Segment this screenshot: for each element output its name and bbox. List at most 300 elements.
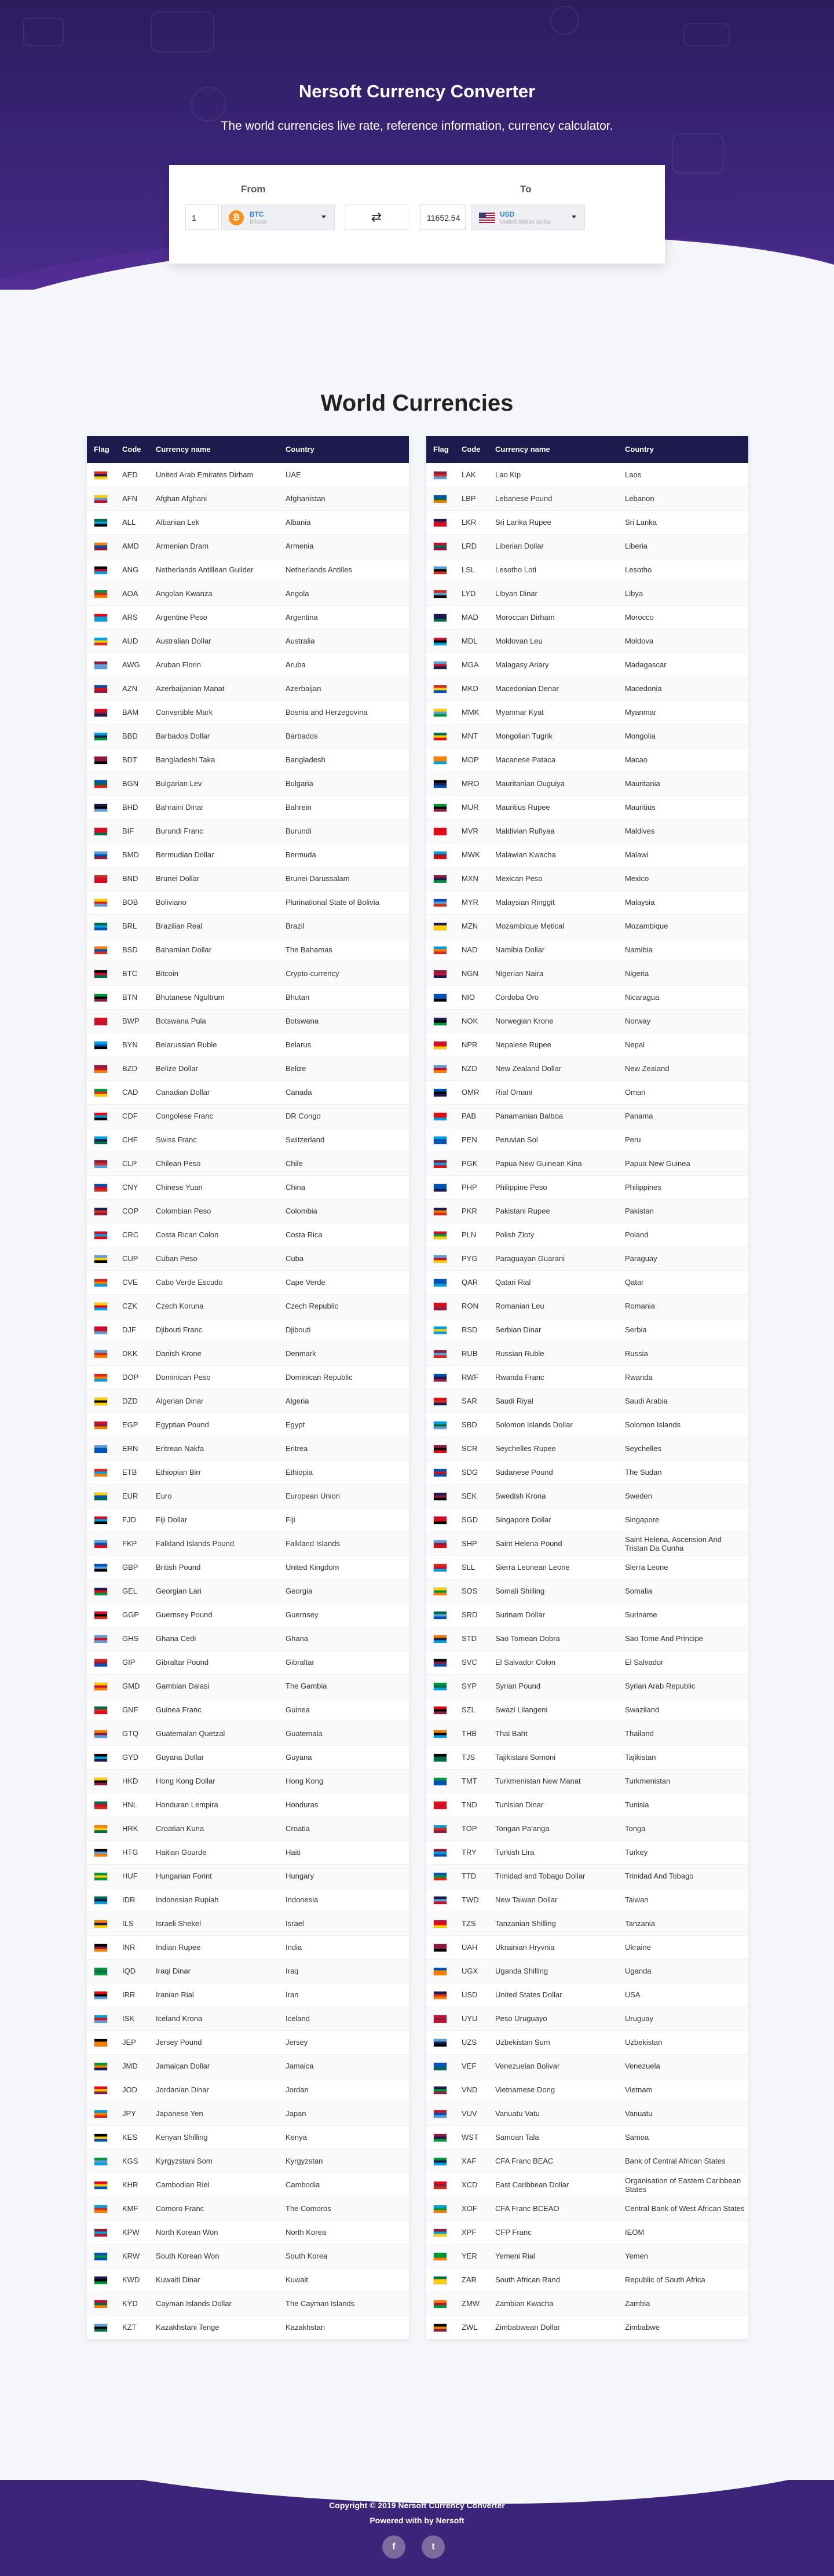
flag-icon bbox=[94, 1088, 108, 1097]
currency-code: ERN bbox=[119, 1437, 152, 1460]
currency-name: Trinidad and Tobago Dollar bbox=[492, 1864, 621, 1888]
currency-country: Venezuela bbox=[621, 2054, 748, 2078]
flag-cell bbox=[426, 1009, 458, 1033]
currency-name: Bitcoin bbox=[152, 962, 282, 985]
table-row bbox=[426, 890, 748, 914]
table-row bbox=[426, 1199, 748, 1223]
table-row bbox=[87, 1579, 409, 1603]
currency-code: NZD bbox=[458, 1057, 492, 1080]
currency-name: Iraqi Dinar bbox=[152, 1959, 282, 1983]
currency-name: Albanian Lek bbox=[152, 510, 282, 534]
currency-name: Botswana Pula bbox=[152, 1009, 282, 1033]
from-currency-select[interactable] bbox=[221, 204, 335, 230]
flag-cell bbox=[426, 819, 458, 843]
currency-code: JMD bbox=[119, 2054, 152, 2078]
currency-code: CAD bbox=[119, 1080, 152, 1104]
currency-code: USD bbox=[458, 1983, 492, 2007]
table-row bbox=[426, 1175, 748, 1199]
flag-cell bbox=[426, 2125, 458, 2149]
flag-icon bbox=[94, 566, 108, 575]
currency-country: Haiti bbox=[282, 1840, 409, 1864]
table-row bbox=[426, 487, 748, 510]
flag-cell bbox=[87, 1579, 119, 1603]
flag-cell bbox=[426, 1247, 458, 1270]
currency-code: RUB bbox=[458, 1342, 492, 1365]
flag-icon bbox=[433, 2205, 447, 2213]
swap-button[interactable] bbox=[345, 204, 408, 230]
currency-country: Paraguay bbox=[621, 1247, 748, 1270]
table-row bbox=[87, 1983, 409, 2007]
table-row bbox=[426, 1365, 748, 1389]
currency-code: MYR bbox=[458, 890, 492, 914]
flag-cell bbox=[87, 1413, 119, 1437]
currency-name: Swazi Lilangeni bbox=[492, 1698, 621, 1722]
currency-code: LYD bbox=[458, 582, 492, 605]
header-currency-name: Currency name bbox=[492, 436, 621, 463]
currency-name: Kazakhstani Tenge bbox=[152, 2315, 282, 2339]
currency-code: GMD bbox=[119, 1674, 152, 1698]
currency-name: Vanuatu Vatu bbox=[492, 2102, 621, 2125]
flag-icon bbox=[433, 1540, 447, 1548]
table-row bbox=[426, 2315, 748, 2339]
table-row bbox=[426, 1223, 748, 1247]
table-row bbox=[87, 2315, 409, 2339]
flag-icon bbox=[433, 1088, 447, 1097]
currency-name: Lebanese Pound bbox=[492, 487, 621, 510]
currency-name: Guernsey Pound bbox=[152, 1603, 282, 1627]
currency-country: Falkland Islands bbox=[282, 1532, 409, 1555]
flag-icon bbox=[433, 1112, 447, 1121]
currency-code: KPW bbox=[119, 2220, 152, 2244]
currency-name: Tanzanian Shilling bbox=[492, 1912, 621, 1935]
table-row bbox=[87, 2007, 409, 2030]
flag-cell bbox=[87, 1698, 119, 1722]
flag-cell bbox=[87, 1199, 119, 1223]
flag-cell bbox=[87, 1318, 119, 1342]
table-row bbox=[426, 2197, 748, 2220]
flag-icon bbox=[94, 922, 108, 931]
flag-icon bbox=[433, 1065, 447, 1073]
flag-cell bbox=[87, 487, 119, 510]
page-subtitle: The world currencies live rate, reference information, currency calculator. bbox=[221, 119, 613, 133]
flag-cell bbox=[426, 1627, 458, 1650]
currency-code: BRL bbox=[119, 914, 152, 938]
flag-cell bbox=[426, 1294, 458, 1318]
flag-icon bbox=[433, 1516, 447, 1525]
header-country: Country bbox=[282, 436, 409, 463]
footer bbox=[0, 2480, 834, 2576]
flag-icon bbox=[94, 1136, 108, 1145]
table-row bbox=[87, 2078, 409, 2102]
currency-country: UAE bbox=[282, 463, 409, 487]
currency-country: Cape Verde bbox=[282, 1270, 409, 1294]
flag-icon bbox=[94, 1231, 108, 1240]
table-row bbox=[426, 2054, 748, 2078]
currency-code: PHP bbox=[458, 1175, 492, 1199]
currency-code: TJS bbox=[458, 1745, 492, 1769]
flag-cell bbox=[87, 2007, 119, 2030]
flag-icon bbox=[433, 1231, 447, 1240]
table-row bbox=[426, 1983, 748, 2007]
flag-icon bbox=[94, 2086, 108, 2095]
currency-name: Russian Ruble bbox=[492, 1342, 621, 1365]
currency-country: Seychelles bbox=[621, 1437, 748, 1460]
currency-name: Polish Zloty bbox=[492, 1223, 621, 1247]
currency-code: IQD bbox=[119, 1959, 152, 1983]
currency-name: United Arab Emirates Dirham bbox=[152, 463, 282, 487]
currency-code: ETB bbox=[119, 1460, 152, 1484]
flag-cell bbox=[87, 1057, 119, 1080]
flag-icon bbox=[94, 1421, 108, 1430]
currency-country: Organisation of Eastern Caribbean States bbox=[621, 2173, 748, 2197]
table-row bbox=[426, 1722, 748, 1745]
bitcoin-icon: ₿ bbox=[229, 210, 244, 225]
flag-cell bbox=[426, 1152, 458, 1175]
currency-name: Uzbekistan Sum bbox=[492, 2030, 621, 2054]
flag-icon bbox=[433, 2252, 447, 2261]
table-row bbox=[426, 819, 748, 843]
currency-name: New Zealand Dollar bbox=[492, 1057, 621, 1080]
flag-icon bbox=[94, 1563, 108, 1572]
flag-icon bbox=[433, 1872, 447, 1881]
currency-country: Belize bbox=[282, 1057, 409, 1080]
currency-code: RON bbox=[458, 1294, 492, 1318]
currency-name: Honduran Lempira bbox=[152, 1793, 282, 1817]
flag-cell bbox=[87, 1769, 119, 1793]
currency-name: Macedonian Denar bbox=[492, 677, 621, 700]
table-row bbox=[426, 1128, 748, 1152]
table-row bbox=[87, 1413, 409, 1437]
flag-icon bbox=[433, 1920, 447, 1928]
currency-code: ZAR bbox=[458, 2268, 492, 2292]
table-header-row bbox=[87, 436, 409, 463]
currency-code: VND bbox=[458, 2078, 492, 2102]
currency-code: LSL bbox=[458, 558, 492, 582]
currency-name: Solomon Islands Dollar bbox=[492, 1413, 621, 1437]
currency-code: GIP bbox=[119, 1650, 152, 1674]
table-row bbox=[426, 1603, 748, 1627]
table-row bbox=[426, 582, 748, 605]
flag-cell bbox=[426, 1437, 458, 1460]
currency-name: CFA Franc BCEAO bbox=[492, 2197, 621, 2220]
currency-code: BTC bbox=[119, 962, 152, 985]
currency-name: Syrian Pound bbox=[492, 1674, 621, 1698]
table-row bbox=[426, 1817, 748, 1840]
flag-icon bbox=[94, 661, 108, 670]
table-row bbox=[426, 914, 748, 938]
flag-icon bbox=[433, 1991, 447, 2000]
currency-code: HTG bbox=[119, 1840, 152, 1864]
currency-code: XOF bbox=[458, 2197, 492, 2220]
table-row bbox=[426, 677, 748, 700]
flag-cell bbox=[87, 1342, 119, 1365]
table-row bbox=[426, 867, 748, 890]
currency-country: Ghana bbox=[282, 1627, 409, 1650]
flag-cell bbox=[426, 1104, 458, 1128]
table-row bbox=[87, 534, 409, 558]
flag-icon bbox=[94, 1682, 108, 1691]
flag-cell bbox=[426, 2220, 458, 2244]
table-row bbox=[87, 1769, 409, 1793]
currency-name: Mexican Peso bbox=[492, 867, 621, 890]
currency-code: VEF bbox=[458, 2054, 492, 2078]
flag-icon bbox=[94, 1540, 108, 1548]
flag-cell bbox=[426, 2197, 458, 2220]
flag-icon bbox=[94, 898, 108, 907]
flag-icon bbox=[94, 2038, 108, 2047]
to-currency-select[interactable] bbox=[471, 204, 585, 230]
currency-name: South African Rand bbox=[492, 2268, 621, 2292]
flag-icon bbox=[94, 1777, 108, 1786]
currency-code: KWD bbox=[119, 2268, 152, 2292]
table-row bbox=[87, 2220, 409, 2244]
currency-name: Convertible Mark bbox=[152, 700, 282, 724]
currency-name: Angolan Kwanza bbox=[152, 582, 282, 605]
flag-cell bbox=[426, 1413, 458, 1437]
currency-code: CUP bbox=[119, 1247, 152, 1270]
flag-icon bbox=[433, 1326, 447, 1335]
flag-icon bbox=[94, 2181, 108, 2190]
table-row bbox=[426, 1460, 748, 1484]
flag-cell bbox=[426, 724, 458, 748]
currency-name: Liberian Dollar bbox=[492, 534, 621, 558]
currency-code: KRW bbox=[119, 2244, 152, 2268]
currency-name: Ethiopian Birr bbox=[152, 1460, 282, 1484]
currency-name: Cabo Verde Escudo bbox=[152, 1270, 282, 1294]
flag-icon bbox=[433, 875, 447, 883]
wallet-decoration-right bbox=[672, 133, 724, 174]
flag-icon bbox=[94, 803, 108, 812]
currency-code: BWP bbox=[119, 1009, 152, 1033]
facebook-icon[interactable]: f bbox=[382, 2535, 405, 2559]
currency-code: HRK bbox=[119, 1817, 152, 1840]
currency-country: Botswana bbox=[282, 1009, 409, 1033]
flag-cell bbox=[426, 2244, 458, 2268]
currency-code: MRO bbox=[458, 772, 492, 795]
table-row bbox=[87, 938, 409, 962]
currency-name: Serbian Dinar bbox=[492, 1318, 621, 1342]
currency-country: Moldova bbox=[621, 629, 748, 653]
flag-icon bbox=[433, 2038, 447, 2047]
currency-code: KZT bbox=[119, 2315, 152, 2339]
currency-code: AWG bbox=[119, 653, 152, 677]
flag-cell bbox=[87, 962, 119, 985]
currency-country: Aruba bbox=[282, 653, 409, 677]
flag-cell bbox=[87, 843, 119, 867]
chevron-down-icon bbox=[321, 215, 326, 218]
flag-cell bbox=[87, 2220, 119, 2244]
currency-country: Turkey bbox=[621, 1840, 748, 1864]
currency-country: Nicaragua bbox=[621, 985, 748, 1009]
flag-icon bbox=[433, 1848, 447, 1857]
table-row bbox=[87, 1128, 409, 1152]
table-row bbox=[426, 1769, 748, 1793]
currency-name: Turkish Lira bbox=[492, 1840, 621, 1864]
table-row bbox=[426, 1555, 748, 1579]
flag-cell bbox=[87, 2125, 119, 2149]
from-amount-input[interactable]: 1 bbox=[185, 204, 219, 230]
flag-icon bbox=[94, 732, 108, 741]
flag-icon bbox=[94, 2015, 108, 2023]
currency-code: MVR bbox=[458, 819, 492, 843]
currency-country: Tajikistan bbox=[621, 1745, 748, 1769]
currency-code: CLP bbox=[119, 1152, 152, 1175]
flag-icon bbox=[433, 1160, 447, 1168]
currency-name: Seychelles Rupee bbox=[492, 1437, 621, 1460]
flag-cell bbox=[87, 867, 119, 890]
currency-name: New Taiwan Dollar bbox=[492, 1888, 621, 1912]
currency-code: CVE bbox=[119, 1270, 152, 1294]
currency-name: Ukrainian Hryvnia bbox=[492, 1935, 621, 1959]
currency-code: CDF bbox=[119, 1104, 152, 1128]
currency-country: Guatemala bbox=[282, 1722, 409, 1745]
flag-cell bbox=[87, 1223, 119, 1247]
flag-cell bbox=[426, 582, 458, 605]
currency-name: Israeli Shekel bbox=[152, 1912, 282, 1935]
currency-country: Angola bbox=[282, 582, 409, 605]
currency-country: Guyana bbox=[282, 1745, 409, 1769]
currency-name: Bangladeshi Taka bbox=[152, 748, 282, 772]
currency-country: Iraq bbox=[282, 1959, 409, 1983]
table-row bbox=[87, 1009, 409, 1033]
table-row bbox=[87, 1080, 409, 1104]
currency-country: The Bahamas bbox=[282, 938, 409, 962]
table-row bbox=[87, 1033, 409, 1057]
currency-name: East Caribbean Dollar bbox=[492, 2173, 621, 2197]
flag-icon bbox=[433, 1492, 447, 1501]
currency-country: Rwanda bbox=[621, 1365, 748, 1389]
currency-name: Malagasy Ariary bbox=[492, 653, 621, 677]
flag-cell bbox=[87, 748, 119, 772]
flag-cell bbox=[87, 2292, 119, 2315]
currency-name: Guinea Franc bbox=[152, 1698, 282, 1722]
flag-cell bbox=[426, 1223, 458, 1247]
table-row bbox=[87, 962, 409, 985]
currency-code: YER bbox=[458, 2244, 492, 2268]
flag-cell bbox=[426, 1769, 458, 1793]
currency-country: Philippines bbox=[621, 1175, 748, 1199]
flag-icon bbox=[433, 495, 447, 503]
flag-cell bbox=[426, 1532, 458, 1555]
flag-cell bbox=[87, 1294, 119, 1318]
flag-icon bbox=[433, 2015, 447, 2023]
to-currency-name: United States Dollar bbox=[500, 219, 551, 225]
currency-name: Saint Helena Pound bbox=[492, 1532, 621, 1555]
table-row bbox=[87, 843, 409, 867]
table-row bbox=[426, 1935, 748, 1959]
flag-cell bbox=[87, 1104, 119, 1128]
currency-country: Japan bbox=[282, 2102, 409, 2125]
flag-icon bbox=[94, 471, 108, 480]
flag-icon bbox=[94, 1848, 108, 1857]
currency-name: Tajikistani Somoni bbox=[492, 1745, 621, 1769]
flag-cell bbox=[87, 2197, 119, 2220]
currency-name: Bulgarian Lev bbox=[152, 772, 282, 795]
currency-code: HKD bbox=[119, 1769, 152, 1793]
flag-icon bbox=[433, 732, 447, 741]
twitter-icon[interactable]: t bbox=[422, 2535, 445, 2559]
flag-icon bbox=[94, 1373, 108, 1382]
currency-name: Gibraltar Pound bbox=[152, 1650, 282, 1674]
flag-cell bbox=[87, 653, 119, 677]
currency-code: CNY bbox=[119, 1175, 152, 1199]
currency-code: SHP bbox=[458, 1532, 492, 1555]
currency-country: Sweden bbox=[621, 1484, 748, 1508]
flag-cell bbox=[426, 463, 458, 487]
currency-country: Zimbabwe bbox=[621, 2315, 748, 2339]
converter-card bbox=[169, 165, 665, 264]
currency-code: IRR bbox=[119, 1983, 152, 2007]
table-row bbox=[87, 1793, 409, 1817]
flag-icon bbox=[433, 1468, 447, 1477]
flag-icon bbox=[94, 1801, 108, 1810]
flag-icon bbox=[94, 1825, 108, 1833]
flag-cell bbox=[426, 962, 458, 985]
flag-icon bbox=[433, 1373, 447, 1382]
flag-cell bbox=[426, 2173, 458, 2197]
flag-icon bbox=[433, 2133, 447, 2142]
currency-country: Brazil bbox=[282, 914, 409, 938]
currency-country: USA bbox=[621, 1983, 748, 2007]
section-title: World Currencies bbox=[320, 390, 514, 416]
currency-country: Eritrea bbox=[282, 1437, 409, 1460]
flag-icon bbox=[433, 1730, 447, 1738]
currency-name: Saudi Riyal bbox=[492, 1389, 621, 1413]
currency-country: The Cayman Islands bbox=[282, 2292, 409, 2315]
currency-code: GHS bbox=[119, 1627, 152, 1650]
table-row bbox=[426, 962, 748, 985]
currency-name: Jamaican Dollar bbox=[152, 2054, 282, 2078]
currency-country: Turkmenistan bbox=[621, 1769, 748, 1793]
currency-country: Mexico bbox=[621, 867, 748, 890]
to-amount-input[interactable]: 11652.54 bbox=[420, 204, 466, 230]
flag-cell bbox=[87, 1532, 119, 1555]
currency-country: Libya bbox=[621, 582, 748, 605]
table-row bbox=[87, 2125, 409, 2149]
flag-icon bbox=[94, 1991, 108, 2000]
flag-icon bbox=[94, 2205, 108, 2213]
flag-icon bbox=[94, 1160, 108, 1168]
currency-country: Jersey bbox=[282, 2030, 409, 2054]
currency-name: Sudanese Pound bbox=[492, 1460, 621, 1484]
currency-country: Switzerland bbox=[282, 1128, 409, 1152]
currency-code: TRY bbox=[458, 1840, 492, 1864]
currency-code: PAB bbox=[458, 1104, 492, 1128]
flag-icon bbox=[433, 1445, 447, 1453]
currency-country: South Korea bbox=[282, 2244, 409, 2268]
flag-cell bbox=[87, 2054, 119, 2078]
table-row bbox=[426, 1247, 748, 1270]
currency-country: Algeria bbox=[282, 1389, 409, 1413]
flag-cell bbox=[87, 1912, 119, 1935]
flag-cell bbox=[87, 724, 119, 748]
to-label: To bbox=[520, 184, 532, 195]
currency-code: MMK bbox=[458, 700, 492, 724]
currency-code: CRC bbox=[119, 1223, 152, 1247]
flag-cell bbox=[426, 1080, 458, 1104]
flag-cell bbox=[426, 1389, 458, 1413]
currency-country: Serbia bbox=[621, 1318, 748, 1342]
currency-name: United States Dollar bbox=[492, 1983, 621, 2007]
currency-country: Guinea bbox=[282, 1698, 409, 1722]
flag-icon bbox=[433, 1255, 447, 1263]
flag-icon bbox=[433, 2062, 447, 2071]
currency-name: Azerbaijanian Manat bbox=[152, 677, 282, 700]
flag-cell bbox=[87, 1460, 119, 1484]
currency-country: Taiwan bbox=[621, 1888, 748, 1912]
currency-country: Poland bbox=[621, 1223, 748, 1247]
flag-cell bbox=[426, 2007, 458, 2030]
